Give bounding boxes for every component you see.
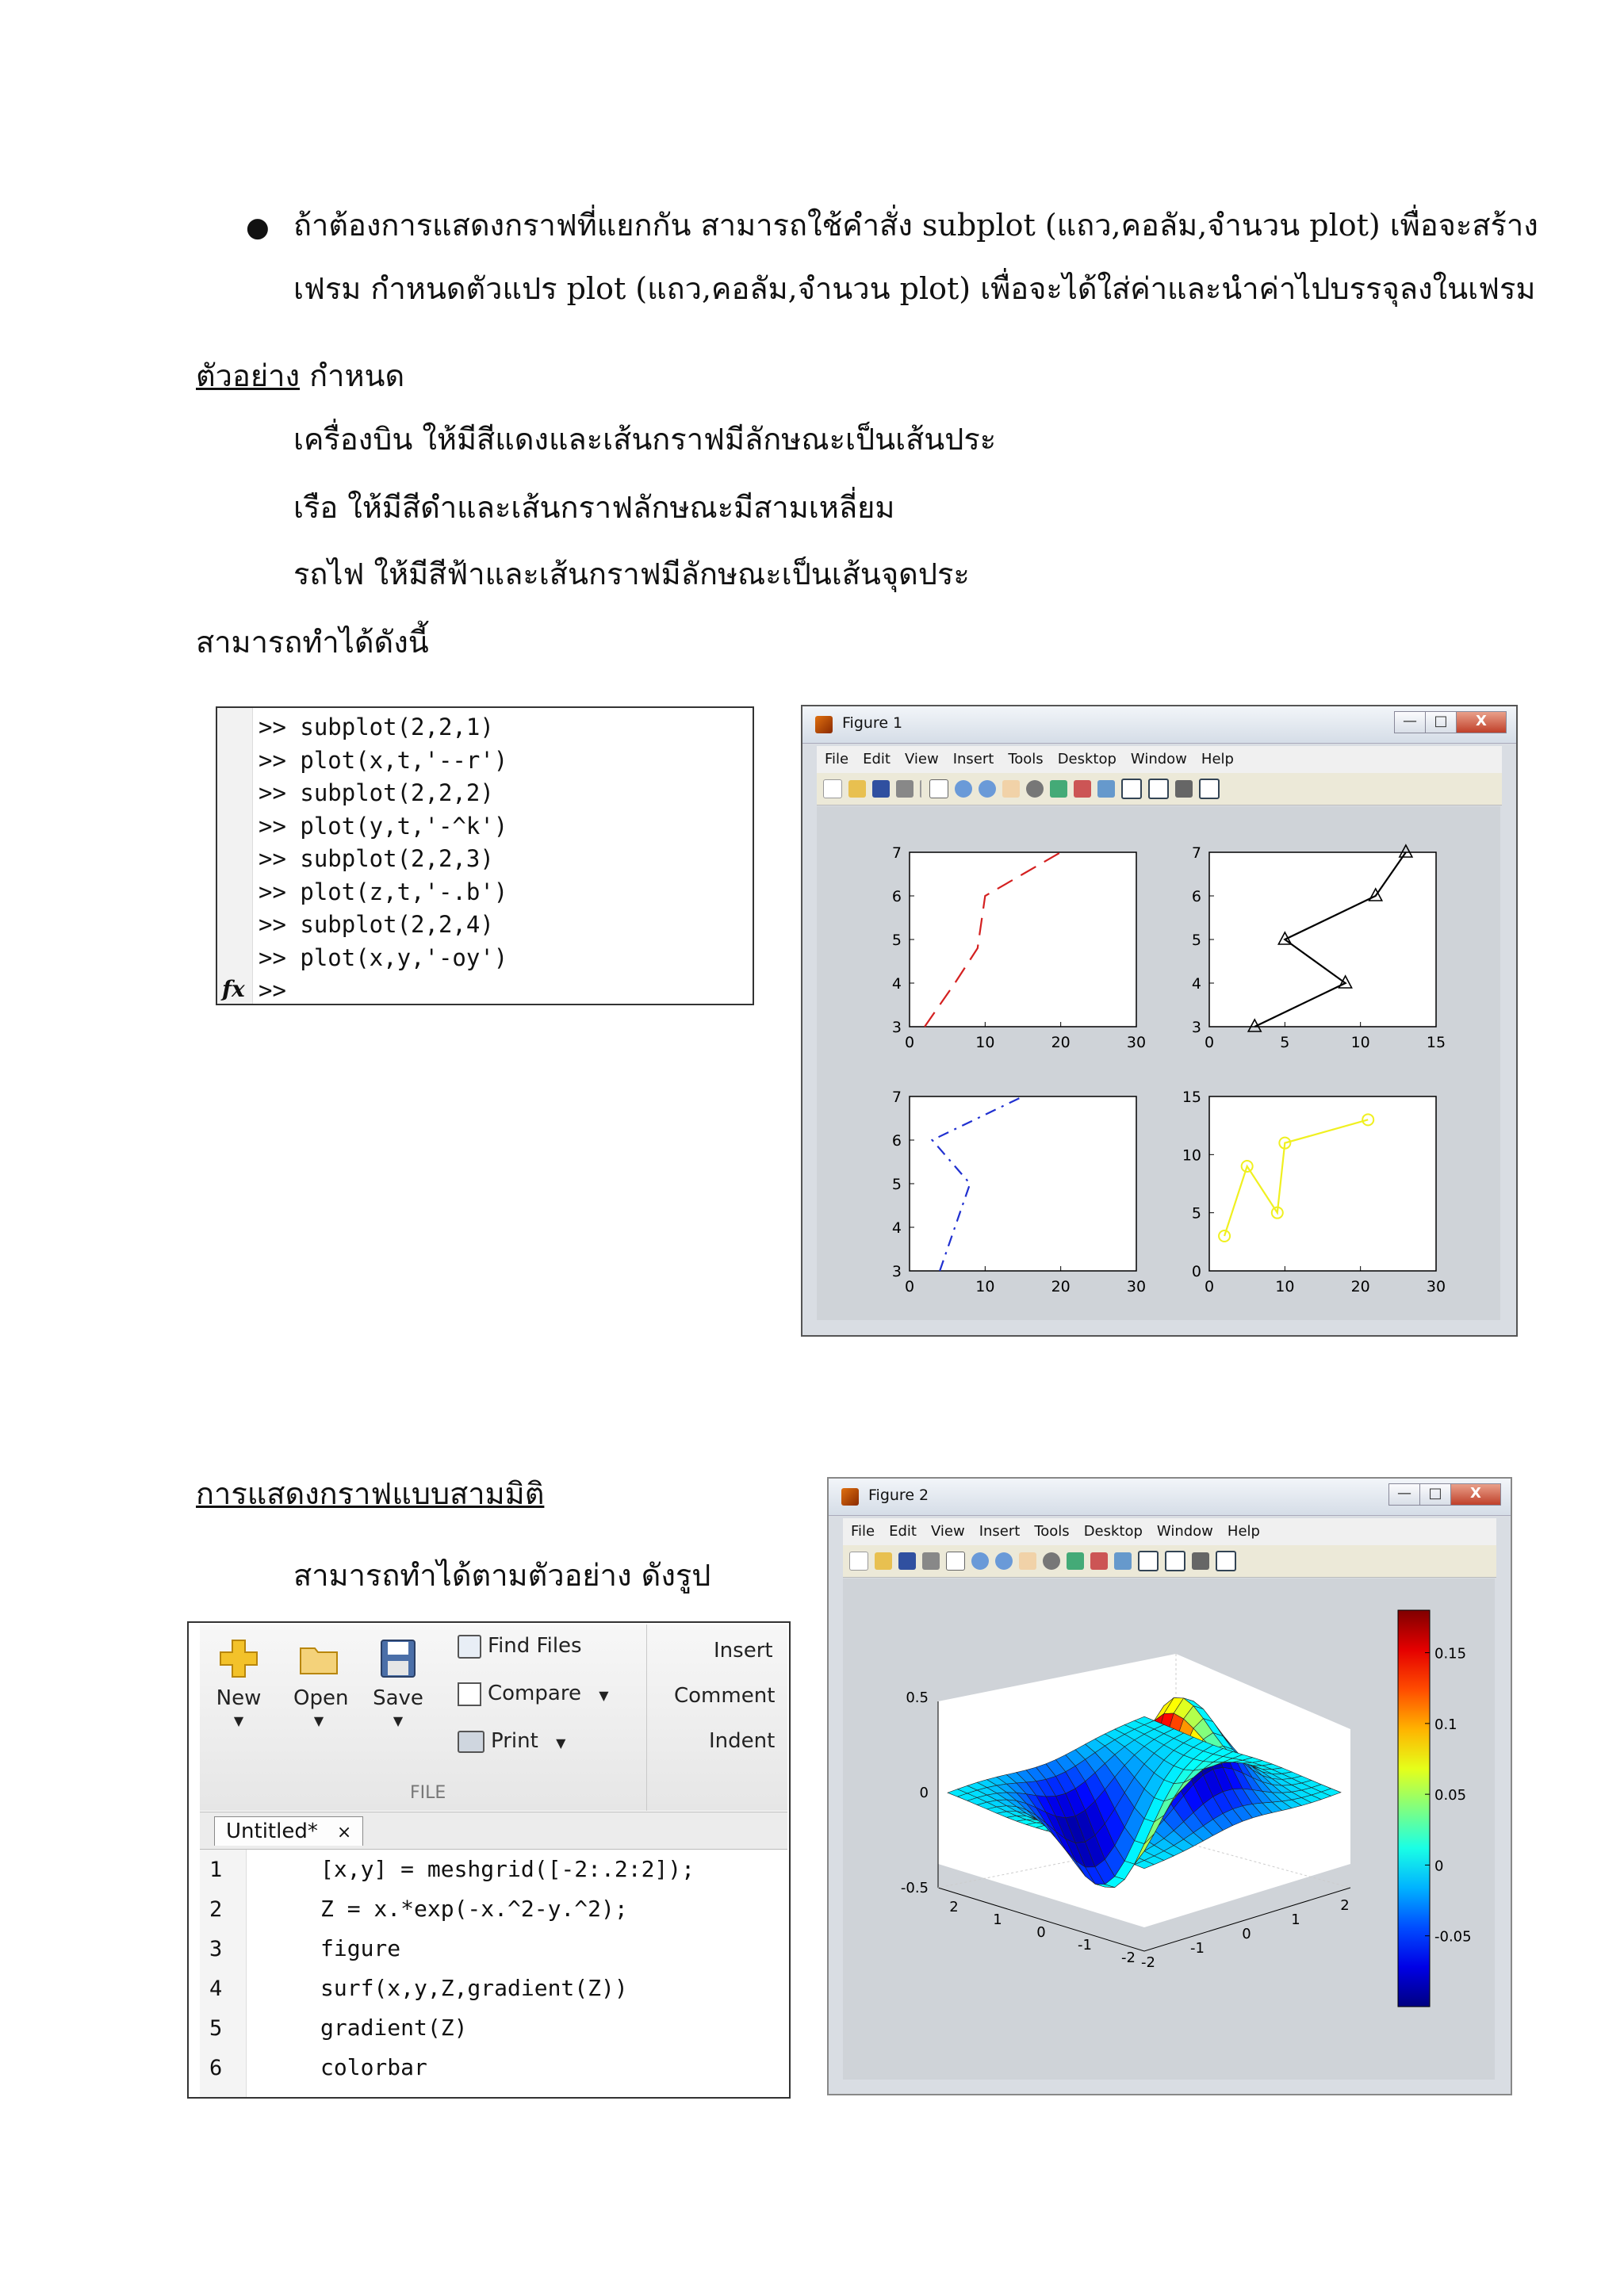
bullet-line-2: เฟรม กำหนดตัวแปร plot (แถว,คอลัม,จำนวน plot) เพื่อจะได้ใส่ค่าและนำค่าไปบรรจุลงในเฟรม bbox=[293, 271, 1536, 306]
x-tick-label: -2 bbox=[1141, 1954, 1155, 1971]
x-tick-label: 0 bbox=[1204, 1278, 1215, 1295]
print-dropdown-icon[interactable]: ▼ bbox=[556, 1735, 566, 1751]
x-tick-label: 15 bbox=[1426, 1034, 1446, 1051]
command-line: >> subplot(2,2,4) bbox=[259, 911, 494, 938]
open-icon[interactable] bbox=[875, 1552, 892, 1570]
print-icon[interactable] bbox=[896, 780, 914, 798]
y-tick-label: 7 bbox=[891, 1089, 902, 1106]
x-tick-label: 20 bbox=[1051, 1278, 1071, 1295]
subplot-2 bbox=[1192, 844, 1446, 1051]
open-dropdown-icon[interactable]: ▼ bbox=[313, 1713, 324, 1728]
can-do-3d-line: สามารถทำได้ตามตัวอย่าง ดังรูป bbox=[293, 1558, 711, 1593]
y-tick-label: 4 bbox=[891, 975, 902, 993]
insert-button[interactable]: Insert bbox=[714, 1639, 773, 1663]
x-tick-label: 1 bbox=[1291, 1911, 1300, 1928]
figure1-window[interactable] bbox=[801, 705, 1518, 1337]
y-tick-label: 4 bbox=[1191, 975, 1201, 993]
indent-button[interactable]: Indent bbox=[709, 1729, 776, 1753]
command-line: >> plot(x,t,'--r') bbox=[259, 746, 508, 774]
menu-item-file[interactable]: File bbox=[851, 1523, 875, 1540]
x-tick-label: 2 bbox=[1340, 1897, 1350, 1914]
floppy-disk-icon bbox=[377, 1637, 419, 1680]
code-line[interactable]: Z = x.*exp(-x.^2-y.^2); bbox=[320, 1896, 628, 1922]
code-line[interactable]: [x,y] = meshgrid([-2:.2:2]); bbox=[320, 1856, 695, 1882]
toolbar-separator bbox=[920, 780, 923, 798]
x-tick-label: 5 bbox=[1280, 1034, 1290, 1051]
editor-tabbar bbox=[200, 1812, 787, 1850]
save-icon[interactable] bbox=[872, 780, 890, 798]
z-tick-label: 0.5 bbox=[906, 1689, 929, 1706]
figure2-toolbar[interactable] bbox=[843, 1545, 1496, 1578]
menu-item-view[interactable]: View bbox=[930, 1523, 965, 1540]
maximize-button[interactable]: □ bbox=[1419, 1483, 1451, 1506]
menu-item-desktop[interactable]: Desktop bbox=[1083, 1523, 1143, 1540]
figure1-plot-area bbox=[817, 806, 1500, 1320]
link-icon[interactable] bbox=[1097, 780, 1115, 798]
command-line: >> plot(y,t,'-^k') bbox=[259, 812, 508, 840]
y-tick-label: 6 bbox=[891, 1132, 902, 1150]
menu-item-window[interactable]: Window bbox=[1156, 1523, 1213, 1540]
new-figure-icon[interactable] bbox=[849, 1552, 868, 1571]
matlab-logo-icon bbox=[841, 1488, 859, 1506]
command-line: >> subplot(2,2,3) bbox=[259, 845, 494, 872]
hide-tools-icon[interactable] bbox=[1175, 780, 1193, 798]
menu-item-edit[interactable]: Edit bbox=[889, 1523, 917, 1540]
line-number: 2 bbox=[209, 1897, 223, 1922]
code-line[interactable]: surf(x,y,Z,gradient(Z)) bbox=[320, 1975, 628, 2001]
colorbar bbox=[1398, 1610, 1430, 2007]
figure2-title: Figure 2 bbox=[868, 1487, 929, 1504]
y-tick-label: 15 bbox=[1182, 1089, 1201, 1106]
file-section-label: FILE bbox=[410, 1783, 446, 1803]
code-line[interactable]: colorbar bbox=[320, 2054, 427, 2080]
colorbar-tick-label: 0.15 bbox=[1434, 1645, 1467, 1663]
new-button[interactable] bbox=[214, 1637, 263, 1728]
brush-icon[interactable] bbox=[1090, 1552, 1108, 1570]
rotate-icon[interactable] bbox=[1026, 780, 1044, 798]
subplot-3 bbox=[892, 1089, 1146, 1295]
example-define: กำหนด bbox=[309, 358, 405, 393]
subplot-1 bbox=[892, 844, 1146, 1051]
menu-item-insert[interactable]: Insert bbox=[952, 751, 994, 767]
menu-item-tools[interactable]: Tools bbox=[1008, 751, 1044, 767]
pointer-icon[interactable] bbox=[946, 1552, 965, 1571]
close-button[interactable]: X bbox=[1456, 711, 1507, 733]
zoom-out-icon[interactable] bbox=[979, 780, 996, 798]
new-label: New bbox=[216, 1686, 262, 1710]
find-files-label: Find Files bbox=[488, 1634, 582, 1658]
example-label: ตัวอย่าง bbox=[196, 358, 300, 393]
x-tick-label: 30 bbox=[1126, 1034, 1147, 1051]
y-tick-label: 10 bbox=[1182, 1146, 1201, 1165]
axes-box bbox=[910, 1096, 1136, 1271]
line-number: 5 bbox=[209, 2016, 223, 2041]
line-number: 1 bbox=[209, 1858, 223, 1882]
y-tick-label: 7 bbox=[891, 844, 902, 862]
x-tick-label: 20 bbox=[1350, 1278, 1370, 1295]
z-tick-label: 0 bbox=[919, 1785, 929, 1801]
print-label: Print bbox=[491, 1729, 538, 1753]
x-tick-label: 0 bbox=[904, 1278, 915, 1295]
compare-dropdown-icon[interactable]: ▼ bbox=[599, 1688, 609, 1703]
x-tick-label: 30 bbox=[1426, 1278, 1446, 1295]
y-tick-label: 7 bbox=[1191, 844, 1201, 862]
ribbon-separator bbox=[646, 1624, 647, 1811]
can-do-line: สามารถทำได้ดังนี้ bbox=[196, 625, 429, 660]
comment-button[interactable]: Comment bbox=[674, 1684, 776, 1708]
colorbar-tick-label: 0 bbox=[1434, 1858, 1444, 1875]
folder-icon bbox=[297, 1637, 340, 1680]
surface-plot-svg bbox=[843, 1578, 1495, 2080]
command-lines[interactable] bbox=[259, 711, 508, 1008]
code-area[interactable] bbox=[200, 1850, 787, 2097]
y-tick-label: 5 bbox=[891, 932, 902, 949]
pan-icon[interactable] bbox=[1002, 780, 1020, 798]
y-tick-label: 0 bbox=[1036, 1924, 1046, 1941]
zoom-in-icon[interactable] bbox=[955, 780, 972, 798]
compare-label: Compare bbox=[488, 1682, 581, 1705]
colorbar-icon[interactable] bbox=[1121, 779, 1142, 799]
line-number: 6 bbox=[209, 2056, 223, 2080]
maximize-button[interactable]: □ bbox=[1425, 711, 1457, 733]
menu-item-help[interactable]: Help bbox=[1201, 751, 1234, 767]
find-files-button[interactable] bbox=[458, 1634, 582, 1659]
command-line: >> plot(x,y,'-oy') bbox=[259, 943, 508, 971]
x-tick-label: 0 bbox=[1204, 1034, 1215, 1051]
minimize-button[interactable]: — bbox=[1388, 1483, 1420, 1506]
menu-item-file[interactable]: File bbox=[825, 751, 849, 767]
tab-close-icon[interactable]: × bbox=[336, 1823, 352, 1843]
surface-plot bbox=[901, 1654, 1350, 1971]
x-tick-label: 30 bbox=[1126, 1278, 1147, 1295]
y-tick-label: -1 bbox=[1078, 1937, 1092, 1954]
command-line: >> subplot(2,2,1) bbox=[259, 714, 494, 740]
x-tick-label: 10 bbox=[975, 1034, 995, 1051]
figure2-titlebar[interactable] bbox=[829, 1479, 1511, 1516]
figure2-window[interactable] bbox=[827, 1477, 1512, 2095]
data-cursor-icon[interactable] bbox=[1050, 780, 1067, 798]
line-number: 3 bbox=[209, 1937, 223, 1961]
link-icon[interactable] bbox=[1114, 1552, 1132, 1570]
tab-label: Untitled* bbox=[226, 1820, 318, 1843]
hide-tools-icon[interactable] bbox=[1192, 1552, 1209, 1570]
editor-window[interactable] bbox=[187, 1621, 791, 2099]
colorbar-tick-label: -0.05 bbox=[1434, 1928, 1472, 1946]
subplot-4 bbox=[1182, 1089, 1446, 1295]
menu-item-edit[interactable]: Edit bbox=[863, 751, 891, 767]
x-tick-label: 0 bbox=[1242, 1926, 1251, 1942]
open-button[interactable] bbox=[293, 1637, 349, 1728]
x-tick-label: 10 bbox=[1275, 1278, 1295, 1295]
command-window[interactable] bbox=[216, 706, 754, 1005]
y-tick-label: 1 bbox=[993, 1911, 1002, 1928]
menu-item-view[interactable]: View bbox=[904, 751, 939, 767]
legend-icon[interactable] bbox=[1148, 779, 1169, 799]
compare-icon bbox=[458, 1682, 481, 1706]
zoom-out-icon[interactable] bbox=[995, 1552, 1013, 1570]
y-tick-label: 6 bbox=[891, 888, 902, 905]
menu-item-insert[interactable]: Insert bbox=[979, 1523, 1021, 1540]
tab-untitled[interactable] bbox=[214, 1816, 363, 1846]
z-tick-label: -0.5 bbox=[900, 1880, 929, 1896]
colorbar-tick-label: 0.1 bbox=[1434, 1716, 1457, 1733]
y-tick-label: 5 bbox=[1191, 932, 1201, 949]
pan-icon[interactable] bbox=[1019, 1552, 1036, 1570]
x-tick-label: 20 bbox=[1051, 1034, 1071, 1051]
figure1-toolbar[interactable] bbox=[817, 773, 1502, 806]
boat-line: เรือ ให้มีสีดำและเส้นกราฟลักษณะมีสามเหลี่ยม bbox=[293, 490, 895, 525]
command-line: >> subplot(2,2,2) bbox=[259, 779, 494, 806]
pointer-icon[interactable] bbox=[929, 779, 948, 798]
y-tick-label: 2 bbox=[949, 1899, 959, 1915]
figure1-menubar[interactable] bbox=[817, 746, 1502, 773]
save-icon[interactable] bbox=[898, 1552, 916, 1570]
bullet-icon: ● bbox=[246, 212, 270, 243]
new-dropdown-icon[interactable]: ▼ bbox=[233, 1713, 244, 1728]
open-label: Open bbox=[293, 1686, 349, 1710]
axes-box bbox=[1209, 1096, 1436, 1271]
bullet-line-1: ถ้าต้องการแสดงกราฟที่แยกกัน สามารถใช้คำสั่ง subplot (แถว,คอลัม,จำนวน plot) เพื่อจะสร้าง bbox=[293, 208, 1538, 243]
x-tick-label: 10 bbox=[975, 1278, 995, 1295]
line-number-gutter bbox=[200, 1850, 247, 2097]
editor-ribbon bbox=[200, 1624, 787, 1811]
y-tick-label: 3 bbox=[1191, 1019, 1201, 1036]
find-files-icon bbox=[458, 1635, 481, 1659]
code-line[interactable]: gradient(Z) bbox=[320, 2015, 468, 2041]
close-button[interactable]: X bbox=[1450, 1483, 1501, 1506]
new-figure-icon[interactable] bbox=[823, 779, 842, 798]
save-button[interactable] bbox=[373, 1637, 423, 1728]
figure1-titlebar[interactable] bbox=[802, 706, 1516, 744]
menu-item-help[interactable]: Help bbox=[1227, 1523, 1260, 1540]
code-line[interactable]: figure bbox=[320, 1935, 401, 1961]
plane-line: เครื่องบิน ให้มีสีแดงและเส้นกราฟมีลักษณะเป็นเส้นประ bbox=[293, 422, 997, 457]
show-tools-icon[interactable] bbox=[1199, 779, 1220, 799]
save-label: Save bbox=[373, 1686, 423, 1710]
x-tick-label: 10 bbox=[1350, 1034, 1370, 1051]
open-icon[interactable] bbox=[848, 780, 866, 798]
minimize-button[interactable]: — bbox=[1394, 711, 1426, 733]
show-tools-icon[interactable] bbox=[1216, 1551, 1236, 1571]
print-icon[interactable] bbox=[922, 1552, 940, 1570]
figure2-menubar[interactable] bbox=[843, 1518, 1496, 1545]
legend-icon[interactable] bbox=[1165, 1551, 1185, 1571]
compare-button[interactable] bbox=[458, 1682, 609, 1706]
y-tick-label: 5 bbox=[891, 1176, 902, 1193]
example-heading bbox=[196, 358, 404, 395]
y-tick-label: 4 bbox=[891, 1219, 902, 1237]
y-tick-label: 3 bbox=[891, 1019, 902, 1036]
subplots-svg bbox=[817, 806, 1500, 1320]
x-tick-label: 0 bbox=[904, 1034, 915, 1051]
y-tick-label: 0 bbox=[1191, 1263, 1201, 1280]
menu-item-window[interactable]: Window bbox=[1130, 751, 1187, 767]
matlab-logo-icon bbox=[815, 716, 833, 733]
axes-box bbox=[1209, 852, 1436, 1027]
y-tick-label: -2 bbox=[1121, 1950, 1136, 1966]
figure2-plot-area bbox=[843, 1578, 1495, 2080]
train-line: รถไฟ ให้มีสีฟ้าและเส้นกราฟมีลักษณะเป็นเส้นจุดประ bbox=[293, 557, 970, 591]
command-line: >> plot(z,t,'-.b') bbox=[259, 878, 508, 905]
menu-item-desktop[interactable]: Desktop bbox=[1057, 751, 1116, 767]
brush-icon[interactable] bbox=[1074, 780, 1091, 798]
colorbar-icon[interactable] bbox=[1138, 1551, 1159, 1571]
x-tick-label: -1 bbox=[1190, 1940, 1205, 1957]
save-dropdown-icon[interactable]: ▼ bbox=[393, 1713, 404, 1728]
colorbar-tick-label: 0.05 bbox=[1434, 1787, 1467, 1804]
menu-item-tools[interactable]: Tools bbox=[1034, 1523, 1070, 1540]
command-gutter bbox=[217, 708, 253, 1004]
y-tick-label: 3 bbox=[891, 1263, 902, 1280]
section-3d-heading: การแสดงกราฟแบบสามมิติ bbox=[196, 1476, 545, 1511]
command-line: >> bbox=[259, 977, 286, 1004]
figure1-title: Figure 1 bbox=[842, 714, 903, 732]
plus-icon bbox=[217, 1637, 260, 1680]
zoom-in-icon[interactable] bbox=[971, 1552, 989, 1570]
rotate-icon[interactable] bbox=[1043, 1552, 1060, 1570]
fx-icon[interactable]: fx bbox=[222, 976, 245, 1002]
y-tick-label: 6 bbox=[1191, 888, 1201, 905]
data-cursor-icon[interactable] bbox=[1067, 1552, 1084, 1570]
y-tick-label: 5 bbox=[1191, 1204, 1201, 1223]
line-number: 4 bbox=[209, 1976, 223, 2001]
printer-icon bbox=[458, 1731, 485, 1753]
print-button[interactable] bbox=[458, 1729, 565, 1753]
